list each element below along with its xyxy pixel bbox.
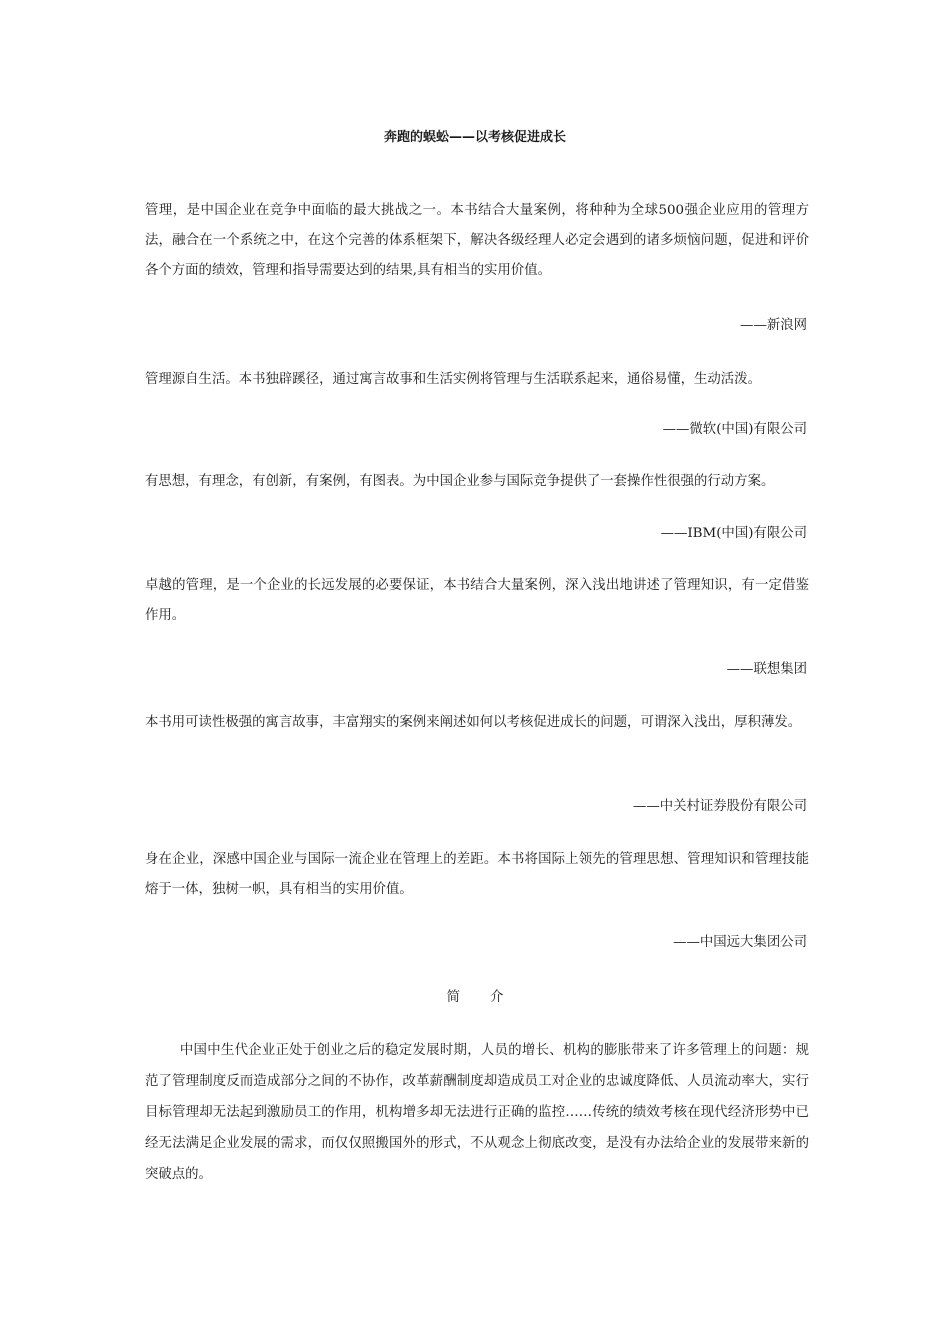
endorsement-text: 管理，是中国企业在竞争中面临的最大挑战之一。本书结合大量案例，将种种为全球500强企业应用的管理方法，融合在一个系统之中，在这个完善的体系框架下，解决各级经理人必定会遇到的诸多烦恼问题，促进和评价各个方面的绩效，管理和指导需要达到的结果,具有相当的实用价值。 xyxy=(145,203,809,278)
endorsement-source: ——中关村证券股份有限公司 xyxy=(632,799,807,814)
intro-heading xyxy=(0,988,950,1008)
endorsement-source: ——中国远大集团公司 xyxy=(673,935,807,950)
endorsement-text: 本书用可读性极强的寓言故事，丰富翔实的案例来阐述如何以考核促进成长的问题，可谓深入浅出，厚积薄发。 xyxy=(145,715,802,730)
endorsement-source: ——新浪网 xyxy=(740,318,807,333)
endorsement-source: ——微软(中国)有限公司 xyxy=(662,422,807,437)
endorsement-source: ——联想集团 xyxy=(726,662,807,677)
endorsement-source: ——IBM(中国)有限公司 xyxy=(660,526,807,541)
endorsement-text: 身在企业，深感中国企业与国际一流企业在管理上的差距。本书将国际上领先的管理思想、管理知识和管理技能熔于一体，独树一帜，具有相当的实用价值。 xyxy=(145,852,809,897)
endorsement-text: 管理源自生活。本书独辟蹊径，通过寓言故事和生活实例将管理与生活联系起来，通俗易懂，生动活泼。 xyxy=(145,372,761,387)
document-title: 奔跑的蜈蚣——以考核促进成长 xyxy=(383,130,566,145)
intro-paragraph: 中国中生代企业正处于创业之后的稳定发展时期，人员的增长、机构的膨胀带来了许多管理上的问题：规范了管理制度反而造成部分之间的不协作，改革薪酬制度却造成员工对企业的忠诚度降低、人员流动率大，实行目标管理却无法起到激励员工的作用，机构增多却无法进行正确的监控……传统的绩效考核在现代经济形势中已经无法满足企业发展的需求，而仅仅照搬国外的形式，不从观念上彻底改变，是没有办法给企业的发展带来新的突破点的。 xyxy=(145,1043,809,1182)
endorsement-text: 有思想，有理念，有创新，有案例，有图表。为中国企业参与国际竞争提供了一套操作性很强的行动方案。 xyxy=(145,474,775,489)
intro-heading-right: 介 xyxy=(490,990,504,1005)
endorsement-text: 卓越的管理，是一个企业的长远发展的必要保证，本书结合大量案例，深入浅出地讲述了管理知识，有一定借鉴作用。 xyxy=(145,578,809,623)
intro-heading-left: 简 xyxy=(446,990,460,1005)
